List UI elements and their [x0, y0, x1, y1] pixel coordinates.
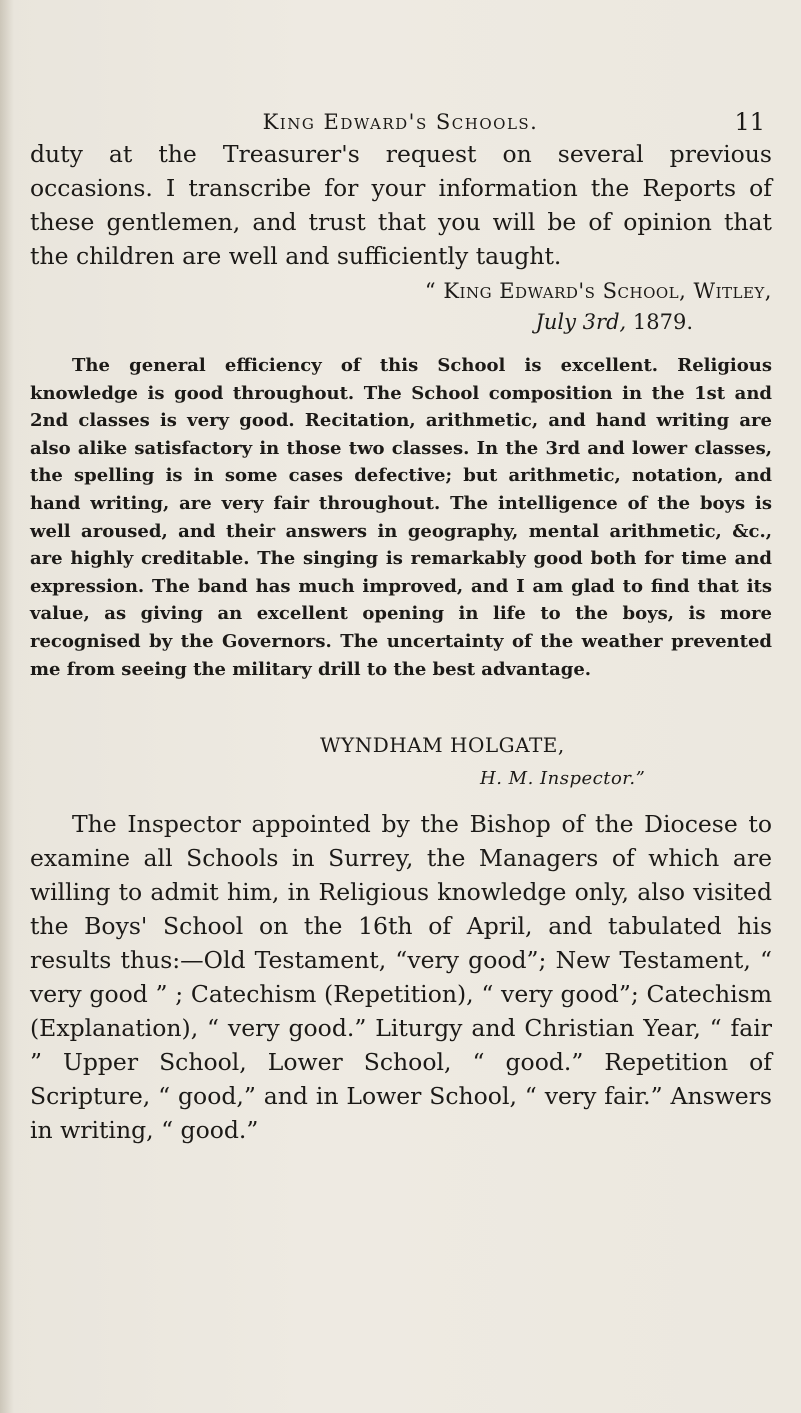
report-body: The general efficiency of this School is excellent. Religious knowledge is good throughout. The School composition in the 1st and 2nd classes is very good. Recitation, arithmetic, and hand writing are also alike satisfactory in those two classes. In the 3rd and lower classes, the spelling is in some cases defective; but arithmetic, notation, and hand writing, are very fair throughout. The intelligence of the boys is well aroused, and their answers in geography, mental arithmetic, &c., are highly creditable. The singing is remarkably good both for time and expression. The band has much improved, and I am glad to find that its value, as giving an excellent opening in life to the boys, is more recognised by the Governors. The uncertainty of the weather prevented me from seeing the military drill to the best advantage. [30, 355, 772, 680]
report-date-day: July 3rd, [535, 310, 627, 334]
signature-name: WYNDHAM HOLGATE, [320, 733, 565, 757]
signature-title: H. M. Inspector.” [480, 768, 646, 789]
intro-paragraph: duty at the Treasurer's request on several previous occasions. I transcribe for your information the Reports of these gentlemen, and trust that you will be of opinion that the children are well and sufficiently taught. [30, 140, 772, 270]
report-date-year: 1879. [626, 310, 693, 334]
running-title: King Edward's Schools. [262, 110, 539, 134]
report-heading: “ King Edward's School, Witley, [424, 279, 772, 303]
closing-paragraph: The Inspector appointed by the Bishop of the Diocese to examine all Schools in Surrey, the Managers of which are willing to admit him, in Religious knowledge only, also visited the Boys' School on the 16th of April, and tabulated his results thus:—Old Testament, “very good”; New Testament, “ very good ” ; Catechism (Repetition), “ very good”; Catechism (Explanation), “ very good.” Liturgy and Christian Year, “ fair ” Upper School, Lower School, “ good.” Repetition of Scripture, “ good,” and in Lower School, “ very fair.” Answers in writing, “ good.” [30, 810, 772, 1144]
spine-shadow [0, 0, 14, 1413]
page-number: 11 [734, 108, 765, 136]
report-date [0, 307, 693, 337]
running-head [0, 108, 801, 138]
